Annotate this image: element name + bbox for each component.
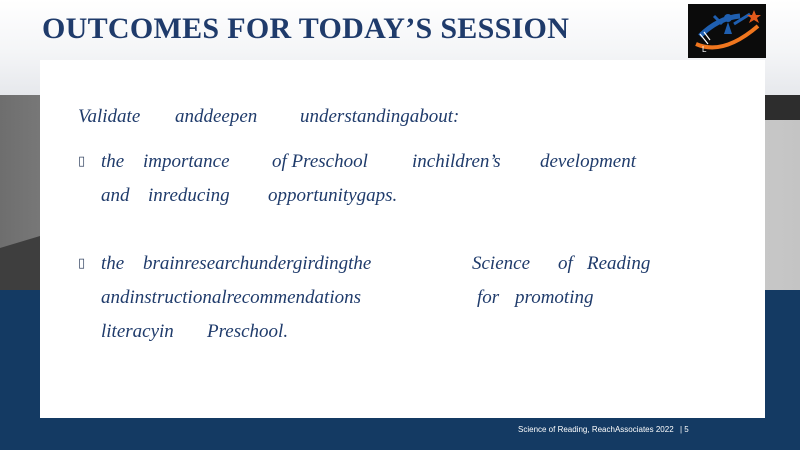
dark-decorative-corner: [765, 95, 800, 120]
slide-title: OUTCOMES FOR TODAY’S SESSION: [42, 12, 570, 45]
footer-text: Science of Reading, ReachAssociates 2022: [518, 425, 674, 434]
footer-bar: [0, 418, 800, 450]
intro-word-2: anddeepen: [175, 106, 258, 127]
bullet1-word-4: inchildren’s: [412, 151, 501, 172]
bullet2-line2-word-2: for: [477, 287, 500, 308]
logo-letter: L: [702, 45, 707, 54]
bullet2-word-2: brainresearchundergirdingthe: [143, 253, 372, 274]
bullet2-word-1: the: [101, 253, 125, 274]
bullet2-line2-word-1: andinstructionalrecommendations: [101, 287, 361, 308]
bullet1-line2-word-3: opportunitygaps.: [268, 185, 398, 206]
bullet2-word-5: Reading: [587, 253, 651, 274]
bullet-icon: ▯: [78, 154, 86, 169]
logo-graphic: [688, 4, 766, 58]
bullet2-line2-word-3: promoting: [515, 287, 594, 308]
bullet1-word-3: of Preschool: [272, 151, 368, 172]
bullet1-word-5: development: [540, 151, 637, 172]
intro-word-3: understandingabout:: [300, 106, 460, 127]
bullet1-word-1: the: [101, 151, 125, 172]
bullet2-word-3: Science: [472, 253, 531, 274]
bullet2-word-4: of: [558, 253, 573, 274]
bullet2-line3-word-2: Preschool.: [207, 321, 289, 342]
intro-word-1: Validate: [78, 106, 141, 127]
bullet-icon: ▯: [78, 256, 86, 271]
bullet1-word-2: importance: [143, 151, 230, 172]
bullet1-line2-word-2: inreducing: [148, 185, 230, 206]
bullet1-line2-word-1: and: [101, 185, 130, 206]
reach-associates-logo: [688, 4, 766, 58]
slide-number: | 5: [680, 425, 689, 434]
bullet2-line3-word-1: literacyin: [101, 321, 174, 342]
